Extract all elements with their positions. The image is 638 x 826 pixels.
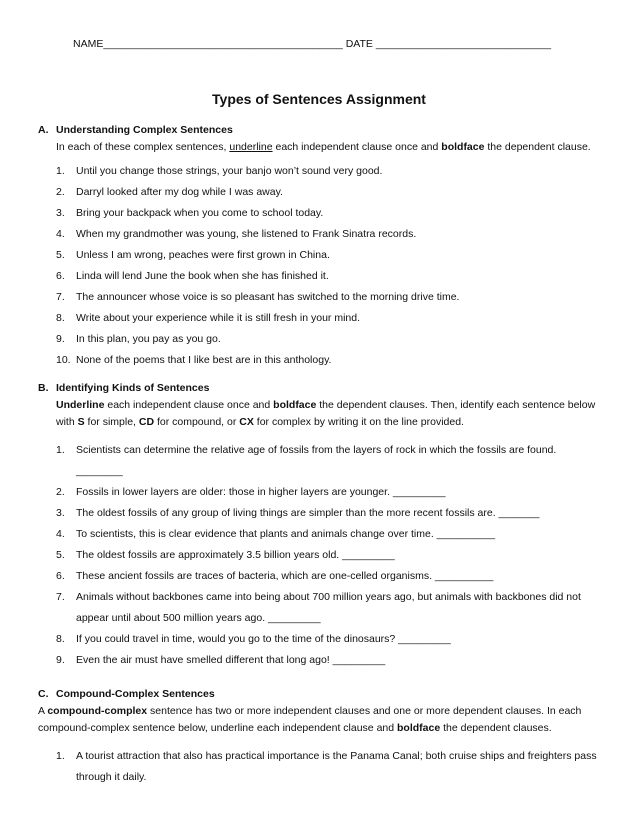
- item-number: 9.: [56, 333, 65, 345]
- list-item: [38, 440, 608, 482]
- instr-text: for compound, or: [154, 416, 240, 428]
- item-continuation: through it daily.: [76, 771, 147, 783]
- name-date-header: [73, 38, 551, 50]
- instr-text: with: [56, 416, 78, 428]
- item-text: To scientists, this is clear evidence that plants and animals change over time. __________: [76, 528, 496, 540]
- section-a-letter: A.: [38, 124, 49, 136]
- item-text: Scientists can determine the relative age of fossils from the layers of rock in which the fossils are found.: [76, 444, 557, 456]
- item-text: Darryl looked after my dog while I was away.: [76, 186, 283, 198]
- item-text: Bring your backpack when you come to school today.: [76, 207, 324, 219]
- list-item: [38, 566, 608, 587]
- instr-text: the dependent clauses. Then, identify each sentence below: [316, 399, 596, 411]
- item-text: These ancient fossils are traces of bacteria, which are one-celled organisms. __________: [76, 570, 494, 582]
- section-b: [38, 380, 608, 671]
- item-number: 5.: [56, 549, 65, 561]
- instr-text: sentence has two or more independent clauses and one or more dependent clauses. In each: [147, 705, 582, 717]
- item-number: 4.: [56, 228, 65, 240]
- list-item: [38, 287, 608, 308]
- list-item: [38, 182, 608, 203]
- section-a-instructions: [38, 139, 608, 156]
- instr-text: for complex by writing it on the line provided.: [253, 416, 464, 428]
- item-text: In this plan, you pay as you go.: [76, 333, 221, 345]
- list-item: [38, 545, 608, 566]
- list-item: [38, 161, 608, 182]
- item-text: Until you change those strings, your banjo won’t sound very good.: [76, 165, 383, 177]
- instr-text: the dependent clauses.: [440, 722, 552, 734]
- item-number: 8.: [56, 633, 65, 645]
- section-c-title: Compound-Complex Sentences: [56, 688, 215, 700]
- instr-text: compound-complex sentence below, underline each independent clause and: [38, 722, 397, 734]
- item-text: A tourist attraction that also has practical importance is the Panama Canal; both cruise ships and freighters pass: [76, 750, 597, 762]
- item-number: 5.: [56, 249, 65, 261]
- instr-bold-word: CX: [239, 416, 254, 428]
- item-text: Fossils in lower layers are older: those in higher layers are younger. _________: [76, 486, 446, 498]
- list-item: [38, 650, 608, 671]
- page-title: Types of Sentences Assignment: [212, 91, 426, 107]
- item-number: 4.: [56, 528, 65, 540]
- item-number: 1.: [56, 444, 65, 456]
- item-text: The oldest fossils are approximately 3.5 billion years old. _________: [76, 549, 395, 561]
- list-item: [38, 245, 608, 266]
- item-text: Write about your experience while it is still fresh in your mind.: [76, 312, 361, 324]
- date-line: ______________________________: [375, 38, 552, 50]
- section-b-title: Identifying Kinds of Sentences: [56, 382, 210, 394]
- instr-text: each independent clause once and: [272, 141, 442, 153]
- section-b-instructions: [38, 397, 608, 431]
- item-number: 6.: [56, 570, 65, 582]
- list-item: [38, 524, 608, 545]
- instr-bold-word: boldface: [273, 399, 317, 411]
- section-b-letter: B.: [38, 382, 49, 394]
- item-text: If you could travel in time, would you go to the time of the dinosaurs? _________: [76, 633, 451, 645]
- item-number: 1.: [56, 165, 65, 177]
- section-c-list: [38, 746, 608, 788]
- section-a-list: [38, 161, 608, 371]
- list-item: [38, 482, 608, 503]
- instr-text: the dependent clause.: [484, 141, 591, 153]
- list-item: [38, 308, 608, 329]
- item-number: 2.: [56, 186, 65, 198]
- item-number: 8.: [56, 312, 65, 324]
- section-a-title: Understanding Complex Sentences: [56, 124, 233, 136]
- list-item: [38, 746, 608, 788]
- instr-bold-word: S: [77, 416, 85, 428]
- item-number: 3.: [56, 207, 65, 219]
- list-item: [38, 224, 608, 245]
- section-c-letter: C.: [38, 688, 49, 700]
- list-item: [38, 329, 608, 350]
- instr-bold-word: boldface: [441, 141, 485, 153]
- list-item: [38, 587, 608, 629]
- instr-text: each independent clause once and: [104, 399, 274, 411]
- item-text: Animals without backbones came into being about 700 million years ago, but animals with backbones did not: [76, 591, 581, 603]
- item-number: 2.: [56, 486, 65, 498]
- instr-text: A: [38, 705, 48, 717]
- instr-bold-word: compound-complex: [47, 705, 148, 717]
- item-text: When my grandmother was young, she listened to Frank Sinatra records.: [76, 228, 417, 240]
- item-text: Linda will lend June the book when she has finished it.: [76, 270, 329, 282]
- item-text: The announcer whose voice is so pleasant has switched to the morning drive time.: [76, 291, 460, 303]
- item-number: 1.: [56, 750, 65, 762]
- section-c: [38, 686, 608, 788]
- item-text: Even the air must have smelled different that long ago! _________: [76, 654, 386, 666]
- instr-text: In each of these complex sentences,: [56, 141, 230, 153]
- list-item: [38, 266, 608, 287]
- instr-bold-word: Underline: [56, 399, 105, 411]
- name-line: _________________________________________: [103, 38, 343, 50]
- instr-underline-word: underline: [229, 141, 273, 153]
- section-c-instructions: [38, 703, 608, 737]
- list-item: [38, 203, 608, 224]
- item-continuation: ________: [76, 465, 123, 477]
- section-b-list: [38, 440, 608, 671]
- section-c-heading: [38, 686, 608, 703]
- name-label: NAME: [73, 38, 104, 50]
- item-number: 7.: [56, 291, 65, 303]
- section-a: [38, 122, 608, 371]
- item-number: 7.: [56, 591, 65, 603]
- item-number: 3.: [56, 507, 65, 519]
- date-label: DATE: [345, 38, 373, 50]
- instr-text: for simple,: [84, 416, 139, 428]
- item-continuation: appear until about 500 million years ago. _________: [76, 612, 321, 624]
- item-number: 10.: [56, 354, 71, 366]
- section-b-heading: [38, 380, 608, 397]
- list-item: [38, 629, 608, 650]
- list-item: [38, 350, 608, 371]
- item-text: Unless I am wrong, peaches were first grown in China.: [76, 249, 330, 261]
- item-text: None of the poems that I like best are in this anthology.: [76, 354, 332, 366]
- instr-bold-word: boldface: [397, 722, 441, 734]
- list-item: [38, 503, 608, 524]
- instr-bold-word: CD: [138, 416, 155, 428]
- item-text: The oldest fossils of any group of living things are simpler than the more recent fossils are. _______: [76, 507, 540, 519]
- item-number: 6.: [56, 270, 65, 282]
- item-number: 9.: [56, 654, 65, 666]
- section-a-heading: [38, 122, 608, 139]
